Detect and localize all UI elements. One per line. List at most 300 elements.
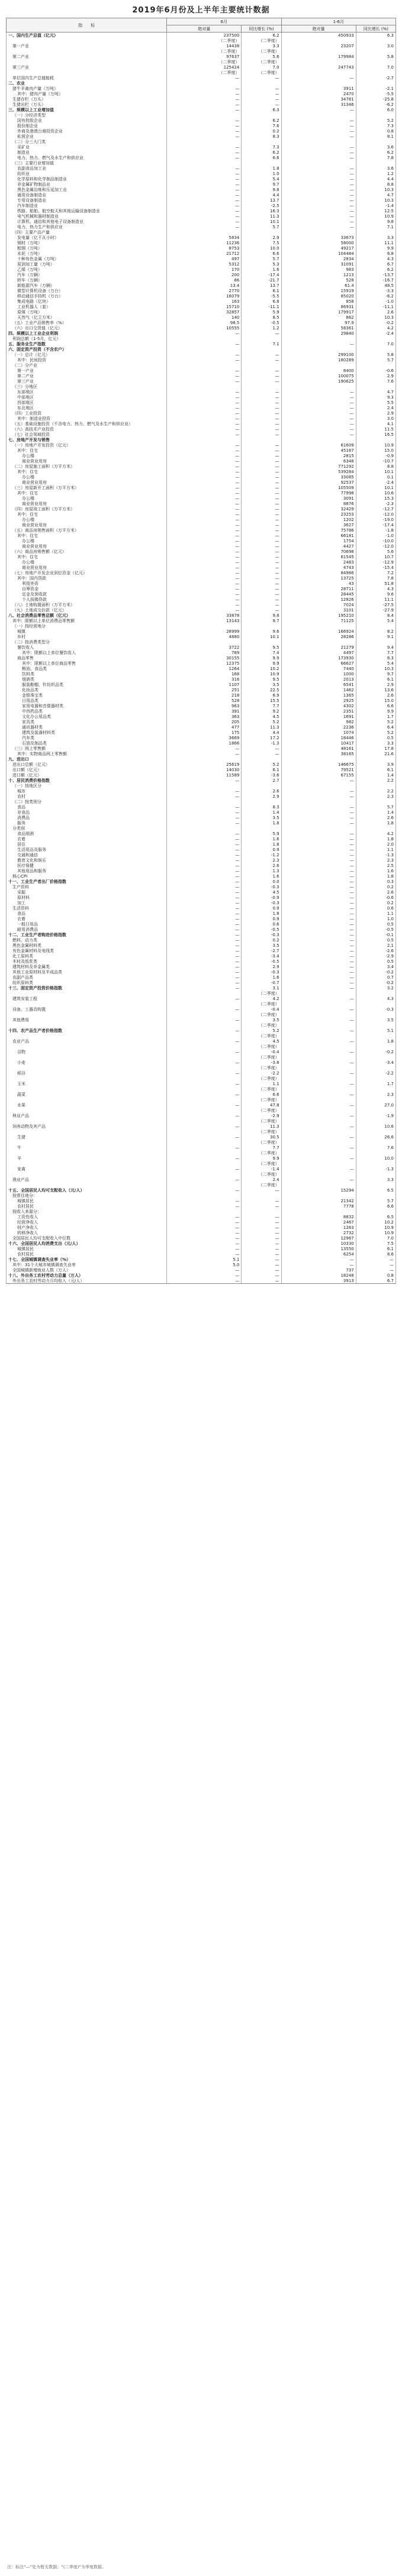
indicator-cell: 木材及纸浆类 bbox=[7, 959, 167, 964]
ytd-growth-cell: 5.4 bbox=[356, 661, 395, 666]
indicator-cell: 羊 bbox=[7, 1156, 167, 1161]
month-value-cell: 391 bbox=[167, 708, 242, 714]
table-row bbox=[7, 565, 396, 570]
indicator-cell: 七、房地产开发与销售 bbox=[7, 437, 167, 442]
ytd-value-cell bbox=[281, 363, 356, 368]
month-value-cell: 5834 bbox=[167, 235, 242, 240]
month-growth-cell: — bbox=[242, 469, 281, 474]
month-value-cell: — bbox=[167, 1124, 242, 1129]
ytd-value-cell: — bbox=[281, 166, 356, 171]
indicator-cell: （三）房屋新开工面积（万平方米） bbox=[7, 485, 167, 490]
month-value-cell: — bbox=[167, 889, 242, 895]
month-growth-cell: -2.9 bbox=[242, 1113, 281, 1118]
month-value-cell: — bbox=[167, 506, 242, 512]
ytd-growth-cell: 7.8 bbox=[356, 155, 395, 160]
table-row bbox=[7, 863, 396, 868]
indicator-cell: 电力、热力生产和供应业 bbox=[7, 224, 167, 229]
ytd-value-cell: 31346 bbox=[281, 102, 356, 107]
header-indicator: 指 标 bbox=[7, 18, 167, 33]
table-row bbox=[7, 889, 396, 895]
month-growth-cell: -3.6 bbox=[242, 772, 281, 778]
ytd-value-cell bbox=[281, 799, 356, 804]
ytd-value-cell: 4302 bbox=[281, 703, 356, 708]
ytd-value-cell: — bbox=[281, 1124, 356, 1129]
month-growth-cell: 15.5 bbox=[242, 698, 281, 703]
ytd-value-cell: 247743 bbox=[281, 64, 356, 70]
ytd-value-cell: — bbox=[281, 778, 356, 783]
ytd-growth-cell: 8.4 bbox=[356, 613, 395, 618]
indicator-cell: （七）社会领域投资 bbox=[7, 432, 167, 437]
indicator-cell: 转移净收入 bbox=[7, 1230, 167, 1235]
month-growth-cell: -0.3 bbox=[242, 900, 281, 905]
ytd-value-cell: — bbox=[281, 895, 356, 900]
month-value-cell bbox=[167, 1044, 242, 1049]
ytd-value-cell: 1202 bbox=[281, 517, 356, 522]
ytd-growth-cell: 10.3 bbox=[356, 198, 395, 203]
month-value-cell: 251 bbox=[167, 687, 242, 692]
month-growth-cell: 5.4 bbox=[242, 176, 281, 182]
table-row bbox=[7, 815, 396, 820]
month-growth-cell bbox=[242, 160, 281, 166]
table-row bbox=[7, 363, 396, 368]
month-value-cell: — bbox=[167, 96, 242, 102]
table-row bbox=[7, 251, 396, 256]
ytd-growth-cell: 4.3 bbox=[356, 996, 395, 1001]
indicator-cell: 三、规模以上工业增加值 bbox=[7, 107, 167, 112]
indicator-cell: （二）分产业 bbox=[7, 363, 167, 368]
table-row bbox=[7, 756, 396, 762]
ytd-value-cell: 21279 bbox=[281, 645, 356, 650]
month-value-cell: — bbox=[167, 490, 242, 496]
indicator-cell: 化学原料和化学制品制造业 bbox=[7, 176, 167, 182]
table-row bbox=[7, 1198, 396, 1203]
month-growth-cell: （二季度） bbox=[242, 59, 281, 64]
ytd-value-cell: 299100 bbox=[281, 352, 356, 357]
table-row bbox=[7, 448, 396, 453]
indicator-cell: 中西药品类 bbox=[7, 708, 167, 714]
table-row bbox=[7, 543, 396, 549]
table-row bbox=[7, 964, 396, 969]
month-growth-cell: 5.6 bbox=[242, 54, 281, 59]
ytd-growth-cell: 2.9 bbox=[356, 682, 395, 687]
ytd-growth-cell: 2.1 bbox=[356, 943, 395, 948]
table-row bbox=[7, 1076, 396, 1081]
ytd-growth-cell: 26.6 bbox=[356, 1134, 395, 1140]
month-value-cell: 168 bbox=[167, 671, 242, 677]
month-value-cell: — bbox=[167, 416, 242, 421]
ytd-growth-cell: 2.6 bbox=[356, 692, 395, 698]
ytd-value-cell: — bbox=[281, 1081, 356, 1086]
ytd-value-cell: 6254 bbox=[281, 1251, 356, 1257]
ytd-growth-cell bbox=[356, 363, 395, 368]
table-row bbox=[7, 198, 396, 203]
month-value-cell: — bbox=[167, 1273, 242, 1278]
table-row bbox=[7, 1235, 396, 1241]
month-growth-cell: 9.7 bbox=[242, 182, 281, 187]
month-value-cell: — bbox=[167, 916, 242, 921]
table-row bbox=[7, 969, 396, 975]
table-row bbox=[7, 192, 396, 198]
month-growth-cell: — bbox=[242, 549, 281, 554]
month-value-cell bbox=[167, 384, 242, 389]
indicator-cell: 第二产业 bbox=[7, 373, 167, 378]
indicator-cell: 进口额（亿元） bbox=[7, 772, 167, 778]
indicator-cell: 十三、固定资产投资价格指数 bbox=[7, 985, 167, 991]
month-growth-cell bbox=[242, 783, 281, 788]
ytd-growth-cell: -27.9 bbox=[356, 607, 395, 613]
month-growth-cell: 17.2 bbox=[242, 735, 281, 740]
month-value-cell: 363 bbox=[167, 714, 242, 719]
month-growth-cell bbox=[242, 826, 281, 831]
ytd-growth-cell bbox=[356, 1097, 395, 1102]
month-value-cell: — bbox=[167, 458, 242, 464]
table-row bbox=[7, 597, 396, 602]
month-value-cell: 1866 bbox=[167, 740, 242, 746]
month-value-cell: 528 bbox=[167, 698, 242, 703]
indicator-cell: 城镇居民 bbox=[7, 1198, 167, 1203]
ytd-growth-cell: 5.2 bbox=[356, 730, 395, 735]
ytd-growth-cell: -1.8 bbox=[356, 528, 395, 533]
ytd-value-cell bbox=[281, 112, 356, 118]
month-growth-cell: 3.5 bbox=[242, 943, 281, 948]
table-body bbox=[7, 33, 396, 1284]
month-value-cell: — bbox=[167, 884, 242, 889]
ytd-value-cell: 2351 bbox=[281, 708, 356, 714]
ytd-growth-cell: 6.1 bbox=[356, 767, 395, 772]
month-value-cell: （二季度） bbox=[167, 59, 242, 64]
month-value-cell: — bbox=[167, 405, 242, 410]
indicator-cell: 十、居民消费价格指数 bbox=[7, 778, 167, 783]
month-growth-cell: — bbox=[242, 559, 281, 565]
month-value-cell: — bbox=[167, 804, 242, 810]
month-growth-cell bbox=[242, 139, 281, 144]
ytd-value-cell: 1074 bbox=[281, 730, 356, 735]
indicator-cell: 其中：31个大城市城镇调查失业率 bbox=[7, 1262, 167, 1267]
month-growth-cell: -2.5 bbox=[242, 203, 281, 208]
indicator-cell: 其中：住宅 bbox=[7, 490, 167, 496]
month-value-cell: — bbox=[167, 1049, 242, 1054]
ytd-growth-cell: 6.6 bbox=[356, 1203, 395, 1209]
ytd-growth-cell: -0.6 bbox=[356, 895, 395, 900]
indicator-cell bbox=[7, 1150, 167, 1156]
ytd-growth-cell: 6.4 bbox=[356, 724, 395, 730]
month-value-cell bbox=[167, 1086, 242, 1092]
month-growth-cell: — bbox=[242, 533, 281, 538]
ytd-growth-cell bbox=[356, 1172, 395, 1177]
indicator-cell: 农副产品类 bbox=[7, 975, 167, 980]
ytd-value-cell bbox=[281, 347, 356, 352]
indicator-cell: （一）按经营地分 bbox=[7, 623, 167, 629]
indicator-cell: 九、进出口 bbox=[7, 756, 167, 762]
ytd-value-cell: 1213 bbox=[281, 272, 356, 277]
ytd-growth-cell: 4.1 bbox=[356, 421, 395, 426]
month-value-cell bbox=[167, 1054, 242, 1060]
ytd-growth-cell: -16.7 bbox=[356, 277, 395, 283]
indicator-cell: 耐用消费品 bbox=[7, 927, 167, 932]
month-value-cell: 5.0 bbox=[167, 1262, 242, 1267]
ytd-value-cell: — bbox=[281, 985, 356, 991]
month-value-cell: — bbox=[167, 91, 242, 96]
ytd-growth-cell: 10.7 bbox=[356, 554, 395, 559]
ytd-growth-cell: 9.4 bbox=[356, 645, 395, 650]
indicator-cell: 微型计算机设备（万台） bbox=[7, 288, 167, 293]
month-value-cell bbox=[167, 229, 242, 235]
ytd-growth-cell bbox=[356, 112, 395, 118]
ytd-value-cell: 8876 bbox=[281, 501, 356, 506]
month-value-cell: 30155 bbox=[167, 655, 242, 661]
ytd-value-cell: — bbox=[281, 1102, 356, 1108]
table-row bbox=[7, 107, 396, 112]
ytd-value-cell: 4743 bbox=[281, 565, 356, 570]
month-growth-cell bbox=[242, 623, 281, 629]
ytd-growth-cell: 1.8 bbox=[356, 836, 395, 842]
ytd-value-cell: 70698 bbox=[281, 549, 356, 554]
ytd-growth-cell: -0.9 bbox=[356, 453, 395, 458]
indicator-cell: 乙烯（万吨） bbox=[7, 267, 167, 272]
indicator-cell: （五）工业产品销售率（%） bbox=[7, 320, 167, 325]
ytd-value-cell: 13725 bbox=[281, 575, 356, 581]
month-value-cell bbox=[167, 1065, 242, 1070]
ytd-growth-cell: 9.7 bbox=[356, 671, 395, 677]
indicator-cell: 进出口总额（亿元） bbox=[7, 762, 167, 767]
month-value-cell: — bbox=[167, 1235, 242, 1241]
indicator-cell: 建筑材料及非金属类 bbox=[7, 964, 167, 969]
indicator-cell: 农副食品加工业 bbox=[7, 166, 167, 171]
indicator-cell: 发电量（亿千瓦小时） bbox=[7, 235, 167, 240]
month-growth-cell: （二季度） bbox=[242, 1161, 281, 1166]
ytd-value-cell bbox=[281, 80, 356, 86]
indicator-cell: 出口额（亿元） bbox=[7, 767, 167, 772]
ytd-growth-cell: 10.9 bbox=[356, 442, 395, 448]
indicator-cell bbox=[7, 991, 167, 996]
table-row bbox=[7, 911, 396, 916]
month-growth-cell: 8.9 bbox=[242, 692, 281, 698]
ytd-growth-cell: 10.9 bbox=[356, 1225, 395, 1230]
indicator-cell: 生活用品及服务 bbox=[7, 847, 167, 852]
ytd-value-cell: — bbox=[281, 980, 356, 985]
ytd-growth-cell: 5.2 bbox=[356, 719, 395, 724]
month-growth-cell: — bbox=[242, 597, 281, 602]
month-growth-cell: — bbox=[242, 1257, 281, 1262]
ytd-value-cell bbox=[281, 1065, 356, 1070]
ytd-value-cell: — bbox=[281, 1262, 356, 1267]
ytd-value-cell bbox=[281, 1129, 356, 1134]
ytd-value-cell bbox=[281, 1118, 356, 1124]
table-row bbox=[7, 378, 396, 384]
table-row bbox=[7, 1012, 396, 1017]
month-value-cell: — bbox=[167, 1251, 242, 1257]
month-growth-cell: -0.4 bbox=[242, 1007, 281, 1012]
ytd-growth-cell: 10.6 bbox=[356, 1124, 395, 1129]
ytd-growth-cell: 10.3 bbox=[356, 315, 395, 320]
ytd-value-cell: 3101 bbox=[281, 607, 356, 613]
month-value-cell: — bbox=[167, 921, 242, 927]
table-row bbox=[7, 645, 396, 650]
month-value-cell bbox=[167, 1108, 242, 1113]
month-growth-cell: — bbox=[242, 512, 281, 517]
table-row bbox=[7, 857, 396, 863]
ytd-value-cell: — bbox=[281, 916, 356, 921]
indicator-cell bbox=[7, 1001, 167, 1007]
month-growth-cell: 1.8 bbox=[242, 842, 281, 847]
table-row bbox=[7, 490, 396, 496]
month-value-cell: 477 bbox=[167, 724, 242, 730]
month-value-cell: — bbox=[167, 480, 242, 485]
ytd-growth-cell: 7.2 bbox=[356, 570, 395, 575]
indicator-cell: 天然气（亿立方米） bbox=[7, 315, 167, 320]
month-growth-cell: 6.8 bbox=[242, 299, 281, 304]
ytd-growth-cell: 1.4 bbox=[356, 772, 395, 778]
table-row bbox=[7, 1022, 396, 1028]
table-row bbox=[7, 687, 396, 692]
month-value-cell bbox=[167, 1033, 242, 1038]
month-value-cell: — bbox=[167, 102, 242, 107]
month-value-cell: — bbox=[167, 357, 242, 363]
table-row bbox=[7, 150, 396, 155]
month-growth-cell: -3.6 bbox=[242, 1060, 281, 1065]
ytd-value-cell bbox=[281, 1161, 356, 1166]
ytd-growth-cell: 3.6 bbox=[356, 144, 395, 150]
ytd-value-cell: — bbox=[281, 836, 356, 842]
indicator-cell bbox=[7, 1065, 167, 1070]
month-growth-cell: 1.8 bbox=[242, 911, 281, 916]
ytd-value-cell: 32429 bbox=[281, 506, 356, 512]
ytd-value-cell: 61.4 bbox=[281, 283, 356, 288]
month-growth-cell: -2.7 bbox=[242, 948, 281, 953]
ytd-value-cell: 6346 bbox=[281, 458, 356, 464]
month-value-cell: — bbox=[167, 1017, 242, 1022]
ytd-value-cell: 3627 bbox=[281, 522, 356, 528]
indicator-cell: 单位国内生产总值能耗 bbox=[7, 75, 167, 80]
ytd-growth-cell: -1.0 bbox=[356, 299, 395, 304]
month-growth-cell: （二季度） bbox=[242, 1140, 281, 1145]
indicator-cell: 水泥（万吨） bbox=[7, 251, 167, 256]
month-value-cell bbox=[167, 139, 242, 144]
indicator-cell: 黑色金属冶炼和压延加工业 bbox=[7, 187, 167, 192]
table-row bbox=[7, 458, 396, 464]
table-row bbox=[7, 336, 396, 341]
month-value-cell: — bbox=[167, 810, 242, 815]
month-value-cell: — bbox=[167, 208, 242, 213]
indicator-cell: 一般日用品 bbox=[7, 921, 167, 927]
indicator-cell bbox=[7, 59, 167, 64]
table-row bbox=[7, 522, 396, 528]
month-growth-cell: 0.6 bbox=[242, 921, 281, 927]
month-value-cell: 86 bbox=[167, 277, 242, 283]
month-value-cell: — bbox=[167, 847, 242, 852]
statistics-table bbox=[6, 18, 396, 1284]
indicator-cell: 饲养动物及其产品 bbox=[7, 1124, 167, 1129]
month-value-cell: — bbox=[167, 182, 242, 187]
table-row bbox=[7, 836, 396, 842]
ytd-growth-cell: 3.9 bbox=[356, 762, 395, 767]
month-value-cell: — bbox=[167, 448, 242, 453]
month-growth-cell: 1.8 bbox=[242, 820, 281, 826]
ytd-growth-cell: 2.2 bbox=[356, 778, 395, 783]
month-growth-cell: — bbox=[242, 75, 281, 80]
month-growth-cell: — bbox=[242, 575, 281, 581]
indicator-cell: 乡村 bbox=[7, 634, 167, 639]
indicator-cell: 六、固定资产投资（不含农户） bbox=[7, 347, 167, 352]
ytd-growth-cell: 10.1 bbox=[356, 469, 395, 474]
indicator-cell: 家用电器和音像器材类 bbox=[7, 703, 167, 708]
month-growth-cell: 7.7 bbox=[242, 1145, 281, 1150]
indicator-cell: 定金及预收款 bbox=[7, 591, 167, 597]
ytd-value-cell: 15294 bbox=[281, 1187, 356, 1193]
ytd-growth-cell: 0.5 bbox=[356, 735, 395, 740]
indicator-cell: 经营净收入 bbox=[7, 1219, 167, 1225]
indicator-cell: 渔业产品 bbox=[7, 1177, 167, 1182]
table-row bbox=[7, 1267, 396, 1273]
indicator-cell: 铁路、船舶、航空航天和其他运输设备制造业 bbox=[7, 208, 167, 213]
indicator-cell: 加工 bbox=[7, 900, 167, 905]
month-value-cell: — bbox=[167, 1102, 242, 1108]
table-row bbox=[7, 1251, 396, 1257]
ytd-growth-cell: -11.1 bbox=[356, 304, 395, 309]
indicator-cell: 林业产品 bbox=[7, 1113, 167, 1118]
table-row bbox=[7, 485, 396, 490]
indicator-cell: 第一产业 bbox=[7, 368, 167, 373]
ytd-value-cell: — bbox=[281, 182, 356, 187]
indicator-cell: 建筑及装潢材料类 bbox=[7, 730, 167, 735]
month-growth-cell: — bbox=[242, 517, 281, 522]
indicator-cell: 其中：实物商品网上零售额 bbox=[7, 751, 167, 756]
ytd-growth-cell: -25.8 bbox=[356, 96, 395, 102]
month-growth-cell: -0.5 bbox=[242, 927, 281, 932]
table-row bbox=[7, 272, 396, 277]
month-growth-cell: — bbox=[242, 570, 281, 575]
ytd-growth-cell: 15.0 bbox=[356, 448, 395, 453]
ytd-growth-cell: -0.3 bbox=[356, 1007, 395, 1012]
ytd-value-cell: 84966 bbox=[281, 570, 356, 575]
table-row bbox=[7, 347, 396, 352]
table-row bbox=[7, 581, 396, 586]
indicator-cell: 文化办公用品类 bbox=[7, 714, 167, 719]
indicator-cell: 黑色金属材料类 bbox=[7, 943, 167, 948]
month-value-cell bbox=[167, 1012, 242, 1017]
table-row bbox=[7, 740, 396, 746]
table-row bbox=[7, 309, 396, 315]
month-growth-cell: 2.6 bbox=[242, 863, 281, 868]
ytd-growth-cell: -12.0 bbox=[356, 543, 395, 549]
ytd-growth-cell: 6.1 bbox=[356, 677, 395, 682]
ytd-value-cell: — bbox=[281, 224, 356, 229]
ytd-growth-cell bbox=[356, 623, 395, 629]
indicator-cell bbox=[7, 1161, 167, 1166]
month-value-cell: — bbox=[167, 331, 242, 336]
indicator-cell bbox=[7, 70, 167, 75]
month-growth-cell: 3.5 bbox=[242, 682, 281, 687]
ytd-value-cell: — bbox=[281, 810, 356, 815]
ytd-growth-cell: 1.7 bbox=[356, 1081, 395, 1086]
month-value-cell: — bbox=[167, 953, 242, 959]
table-row bbox=[7, 1203, 396, 1209]
month-value-cell: — bbox=[167, 586, 242, 591]
indicator-cell: （三）分地区 bbox=[7, 384, 167, 389]
ytd-value-cell bbox=[281, 38, 356, 43]
table-row bbox=[7, 394, 396, 400]
table-row bbox=[7, 400, 396, 405]
indicator-cell: 全国居民人均可支配收入中位数 bbox=[7, 1235, 167, 1241]
table-row bbox=[7, 927, 396, 932]
table-row bbox=[7, 698, 396, 703]
table-row bbox=[7, 261, 396, 267]
table-row bbox=[7, 602, 396, 607]
ytd-value-cell: 1754 bbox=[281, 538, 356, 543]
ytd-value-cell bbox=[281, 623, 356, 629]
table-row bbox=[7, 1145, 396, 1150]
table-row bbox=[7, 235, 396, 240]
